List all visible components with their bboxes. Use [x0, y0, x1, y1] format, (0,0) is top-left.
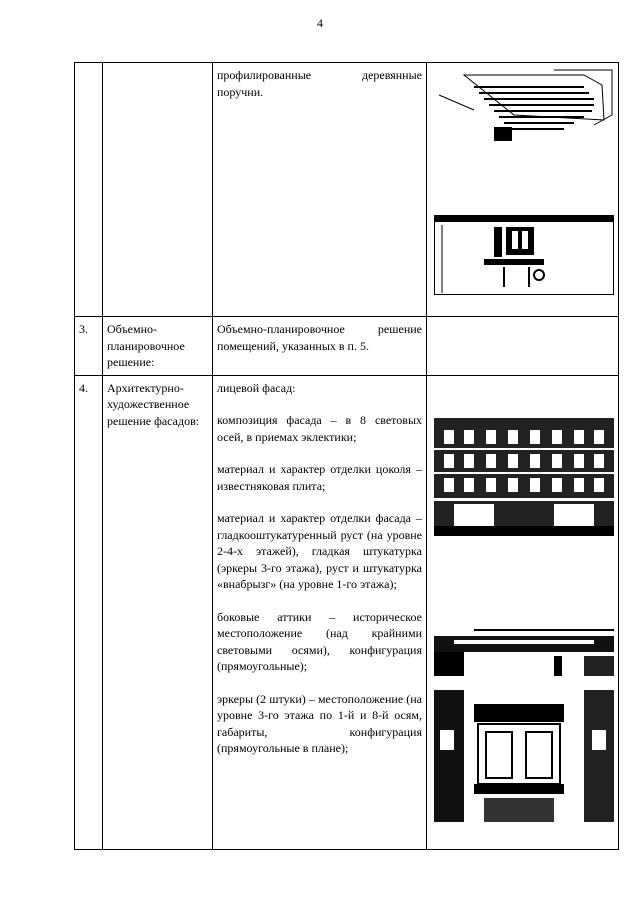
paragraph: материал и характер отделки цоколя – известняковая плита;	[217, 462, 422, 493]
monument-subject-table	[74, 62, 619, 850]
row-name-cell: Архитектурно-художественное решение фасадов:	[103, 375, 213, 849]
row-name-cell	[103, 63, 213, 317]
bay-window-photo	[434, 690, 614, 822]
facade-photo	[434, 408, 614, 536]
page-number: 4	[317, 16, 323, 30]
attic-photo	[434, 622, 614, 676]
table-row	[75, 375, 619, 849]
row-number-cell	[75, 63, 103, 317]
row-photo-cell	[427, 63, 619, 317]
paragraph: материал и характер отделки фасада – гладкооштукатуренный руст (на уровне 2-4-х этажей), гладкая штукатурка (эркеры 3-го этажа), руст и штукатурка «внабрызг» (на уровне 1-го этажа);	[217, 511, 422, 591]
row-photo-cell	[427, 317, 619, 376]
paragraph: боковые аттики – историческое местоположение (над крайними световыми осями), конфигурация (прямоугольные);	[217, 609, 422, 673]
stair-detail-photo	[434, 215, 614, 295]
row-number-cell: 3.	[75, 317, 103, 376]
handrail-photo	[434, 65, 614, 155]
row-number-cell: 4.	[75, 375, 103, 849]
row-photo-cell	[427, 375, 619, 849]
row-text-cell: профилированные деревянные поручни.	[213, 63, 427, 317]
row-text-cell: Объемно-планировочное решение помещений, указанных в п. 5.	[213, 317, 427, 376]
paragraph: композиция фасада – в 8 световых осей, в приемах эклектики;	[217, 413, 422, 444]
row-name-cell: Объемно-планировочное решение:	[103, 317, 213, 376]
paragraph: лицевой фасад:	[217, 380, 296, 395]
paragraph: эркеры (2 штуки) – местоположение (на уровне 3-го этажа по 1-й и 8-й осям, габариты, конфигурация (прямоугольные в плане);	[217, 691, 422, 755]
table-row	[75, 317, 619, 376]
row-text-cell	[213, 375, 427, 849]
table-row	[75, 63, 619, 317]
